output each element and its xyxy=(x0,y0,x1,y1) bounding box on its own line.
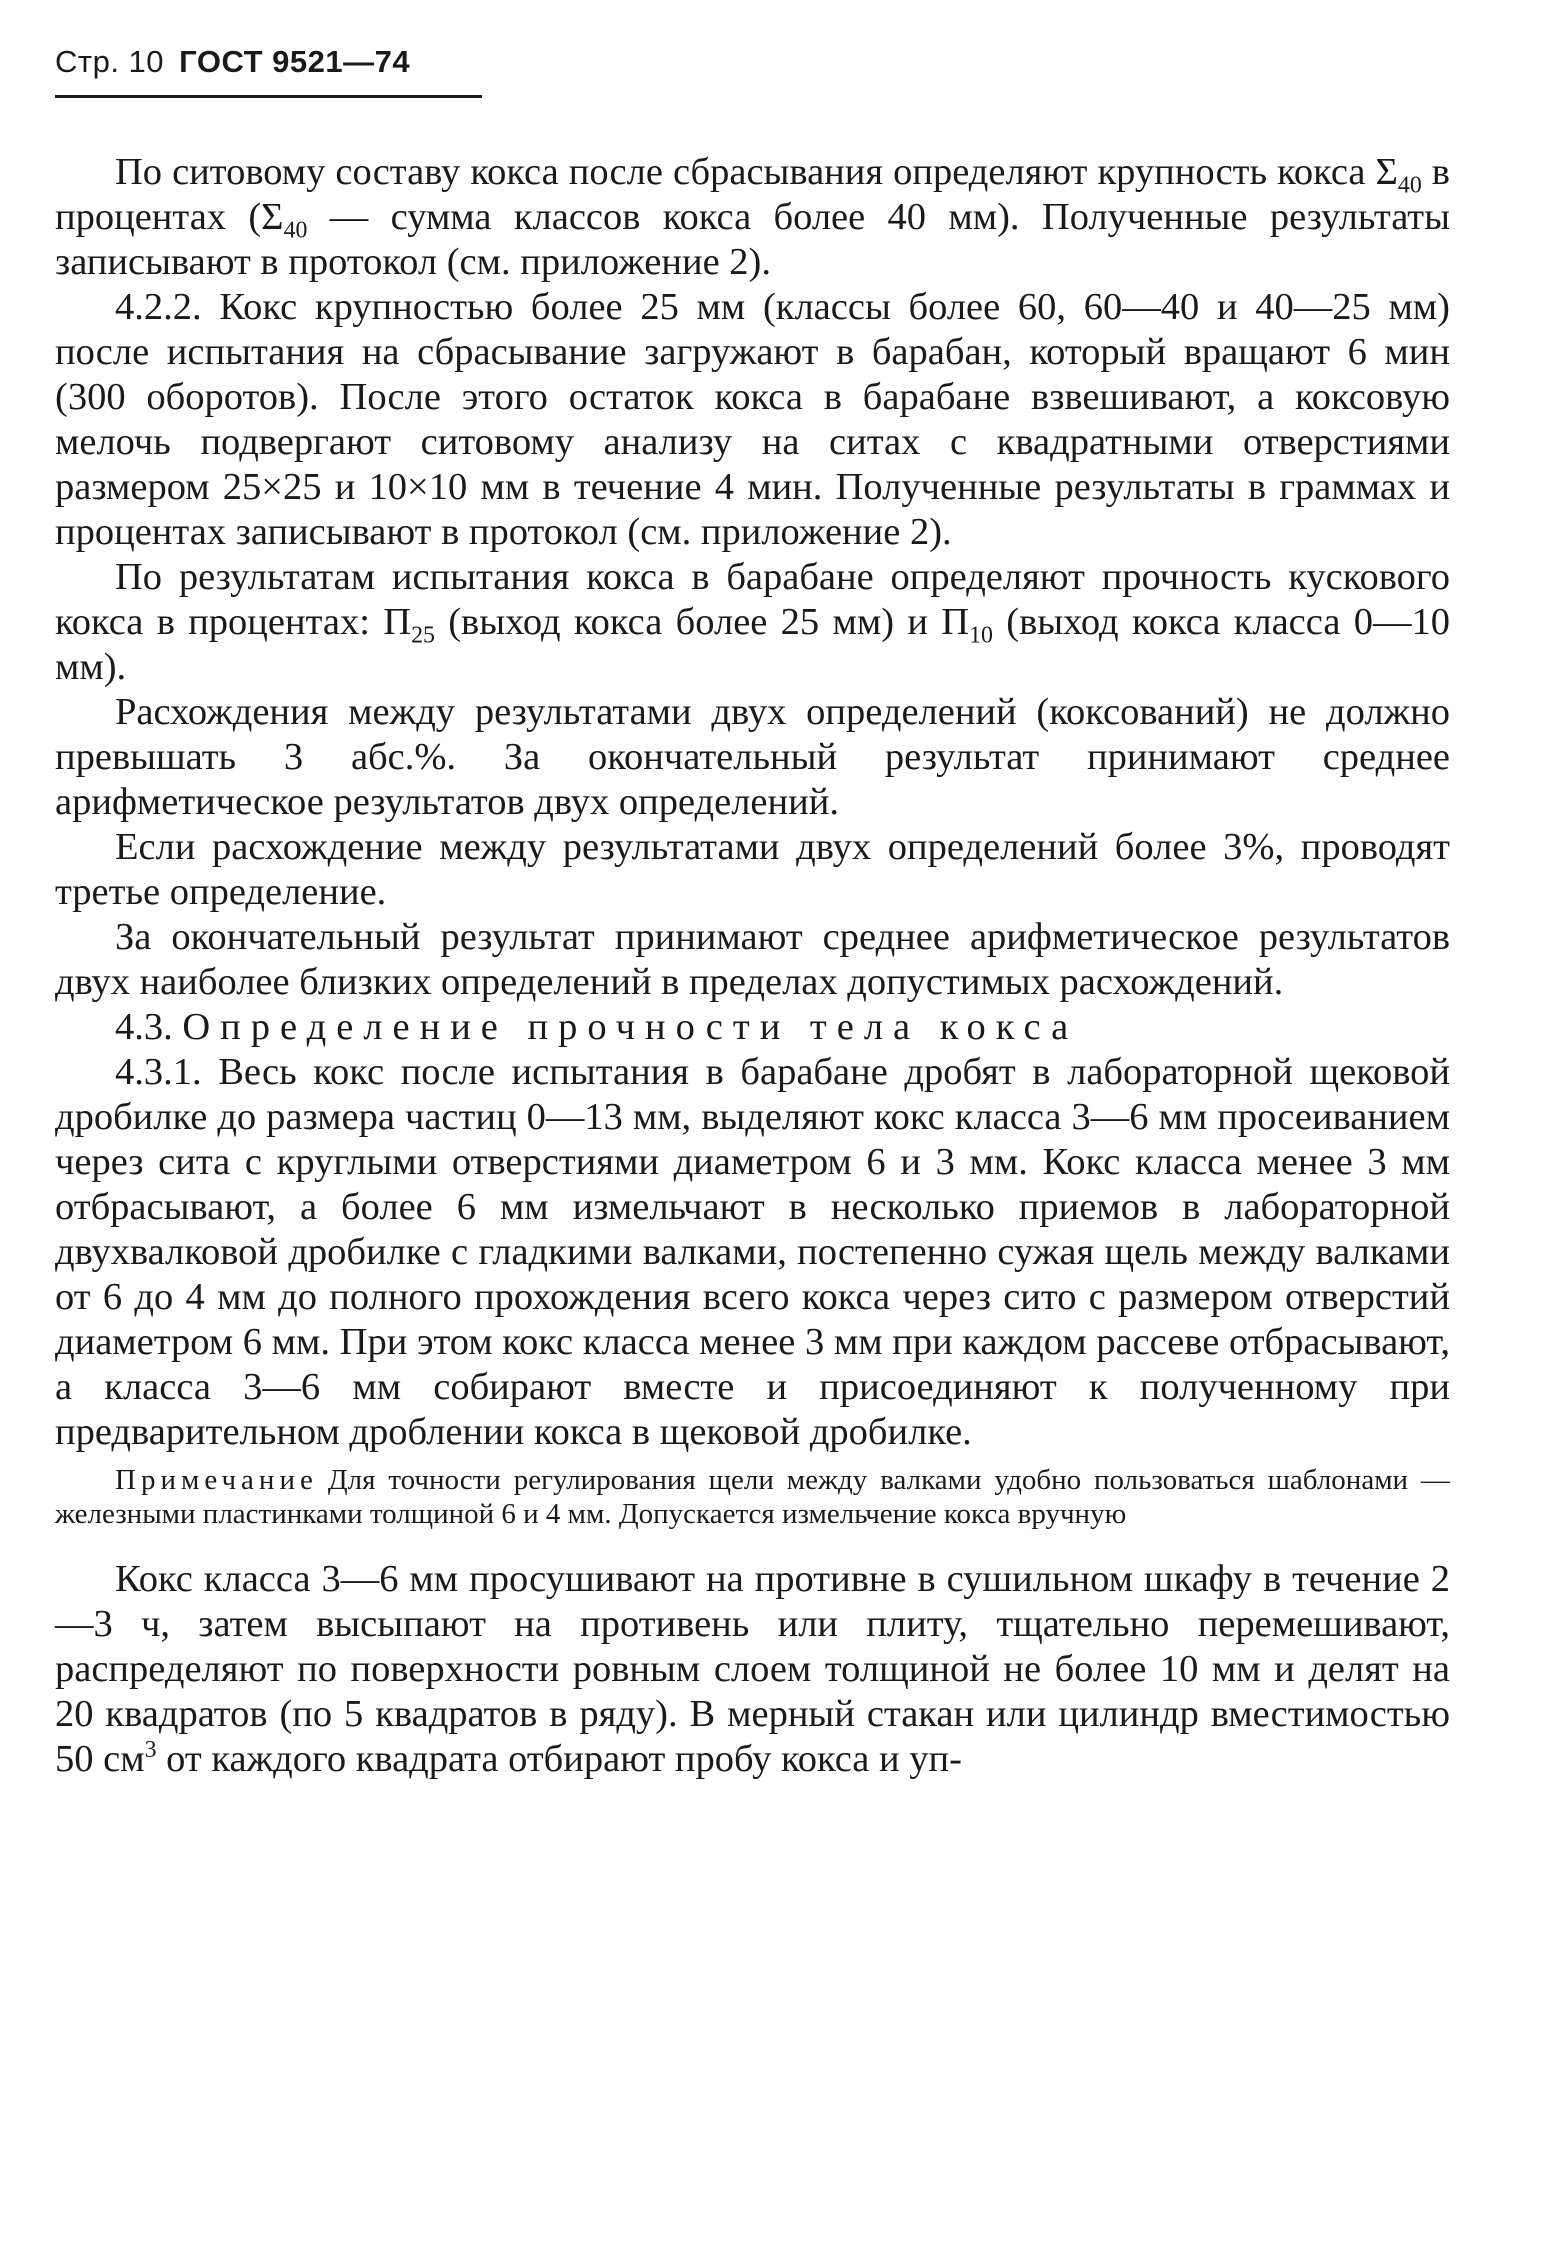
note xyxy=(55,1463,1450,1531)
running-header xyxy=(55,44,410,80)
page-label: Стр. 10 xyxy=(55,44,165,79)
text-run: (выход кокса более 25 мм) и П xyxy=(434,601,970,643)
header-rule xyxy=(55,95,482,98)
superscript: 3 xyxy=(144,1737,157,1764)
text-run: — сумма классов кокса более 40 мм). Полученные результаты записывают в протокол (см. приложение 2). xyxy=(55,196,1450,283)
text-run: (выход кокса класса 0—10 мм). xyxy=(55,601,1450,688)
paragraph-final-result: За окончательный результат принимают среднее арифметическое результатов двух наиболее близких определений в пределах допустимых расхождений. xyxy=(55,916,1450,1003)
section-title: Определение прочности тела кокса xyxy=(182,1006,1079,1048)
paragraph-drum-results xyxy=(55,555,1450,690)
paragraph-discrepancy: Расхождения между результатами двух определений (коксований) не должно превышать 3 абс.%. За окончательный результат принимают среднее арифметическое результатов двух определений. xyxy=(55,691,1450,823)
subscript: 25 xyxy=(411,622,435,649)
section-number: 4.3. xyxy=(115,1006,173,1048)
text-run: По результатам испытания кокса в барабане определяют прочность кускового кокса в процентах: П xyxy=(55,556,1450,643)
subscript: 10 xyxy=(969,622,993,649)
subscript: 40 xyxy=(283,217,308,244)
paragraph-4-3-1: 4.3.1. Весь кокс после испытания в барабане дробят в лабораторной щековой дробилке до размера частиц 0—13 мм, выделяют кокс класса 3—6 мм просеиванием через сита с круглыми отверстиями диаметром 6 и 3 мм. Кокс класса менее 3 мм отбрасывают, а более 6 мм измельчают в несколько приемов в лабораторной двухвалковой дробилке с гладкими валками, постепенно сужая щель между валками от 6 до 4 мм до полного прохождения всего кокса через сито с размером отверстий диаметром 6 мм. При этом кокс класса менее 3 мм при каждом рассеве отбрасывают, а класса 3—6 мм собирают вместе и присоединяют к полученному при предварительном дроблении кокса в щековой дробилке. xyxy=(55,1051,1450,1453)
standard-designation: ГОСТ 9521—74 xyxy=(179,44,411,79)
text-run: По ситовому составу кокса после сбрасывания определяют крупность кокса Σ xyxy=(115,151,1398,193)
paragraph-sieve-composition xyxy=(55,150,1450,285)
body-text xyxy=(55,150,1450,1782)
subscript: 40 xyxy=(1397,172,1422,199)
paragraph-drying xyxy=(55,1557,1450,1782)
text-run: в процентах (Σ xyxy=(55,151,1450,238)
text-run: от каждого квадрата отбирают пробу кокса и уп- xyxy=(156,1738,962,1780)
section-heading-4-3 xyxy=(55,1005,1450,1050)
paragraph-third-determination: Если расхождение между результатами двух определений более 3%, проводят третье определение. xyxy=(55,826,1450,913)
text-run: Кокс класса 3—6 мм просушивают на противне в сушильном шкафу в течение 2—3 ч, затем высыпают на противень или плиту, тщательно перемешивают, распределяют по поверхности ровным слоем толщиной не более 10 мм и делят на 20 квадратов (по 5 квадратов в ряду). В мерный стакан или цилиндр вместимостью 50 см xyxy=(55,1558,1450,1780)
note-text: Для точности регулирования щели между валками удобно пользоваться шаблонами — железными пластинками толщиной 6 и 4 мм. Допускается измельчение кокса вручную xyxy=(55,1464,1450,1530)
paragraph-4-2-2: 4.2.2. Кокс крупностью более 25 мм (классы более 60, 60—40 и 40—25 мм) после испытания на сбрасывание загружают в барабан, который вращают 6 мин (300 оборотов). После этого остаток кокса в барабане взвешивают, а коксовую мелочь подвергают ситовому анализу на ситах с квадратными отверстиями размером 25×25 и 10×10 мм в течение 4 мин. Полученные результаты в граммах и процентах записывают в протокол (см. приложение 2). xyxy=(55,286,1450,553)
note-label: Примечание xyxy=(115,1464,318,1496)
